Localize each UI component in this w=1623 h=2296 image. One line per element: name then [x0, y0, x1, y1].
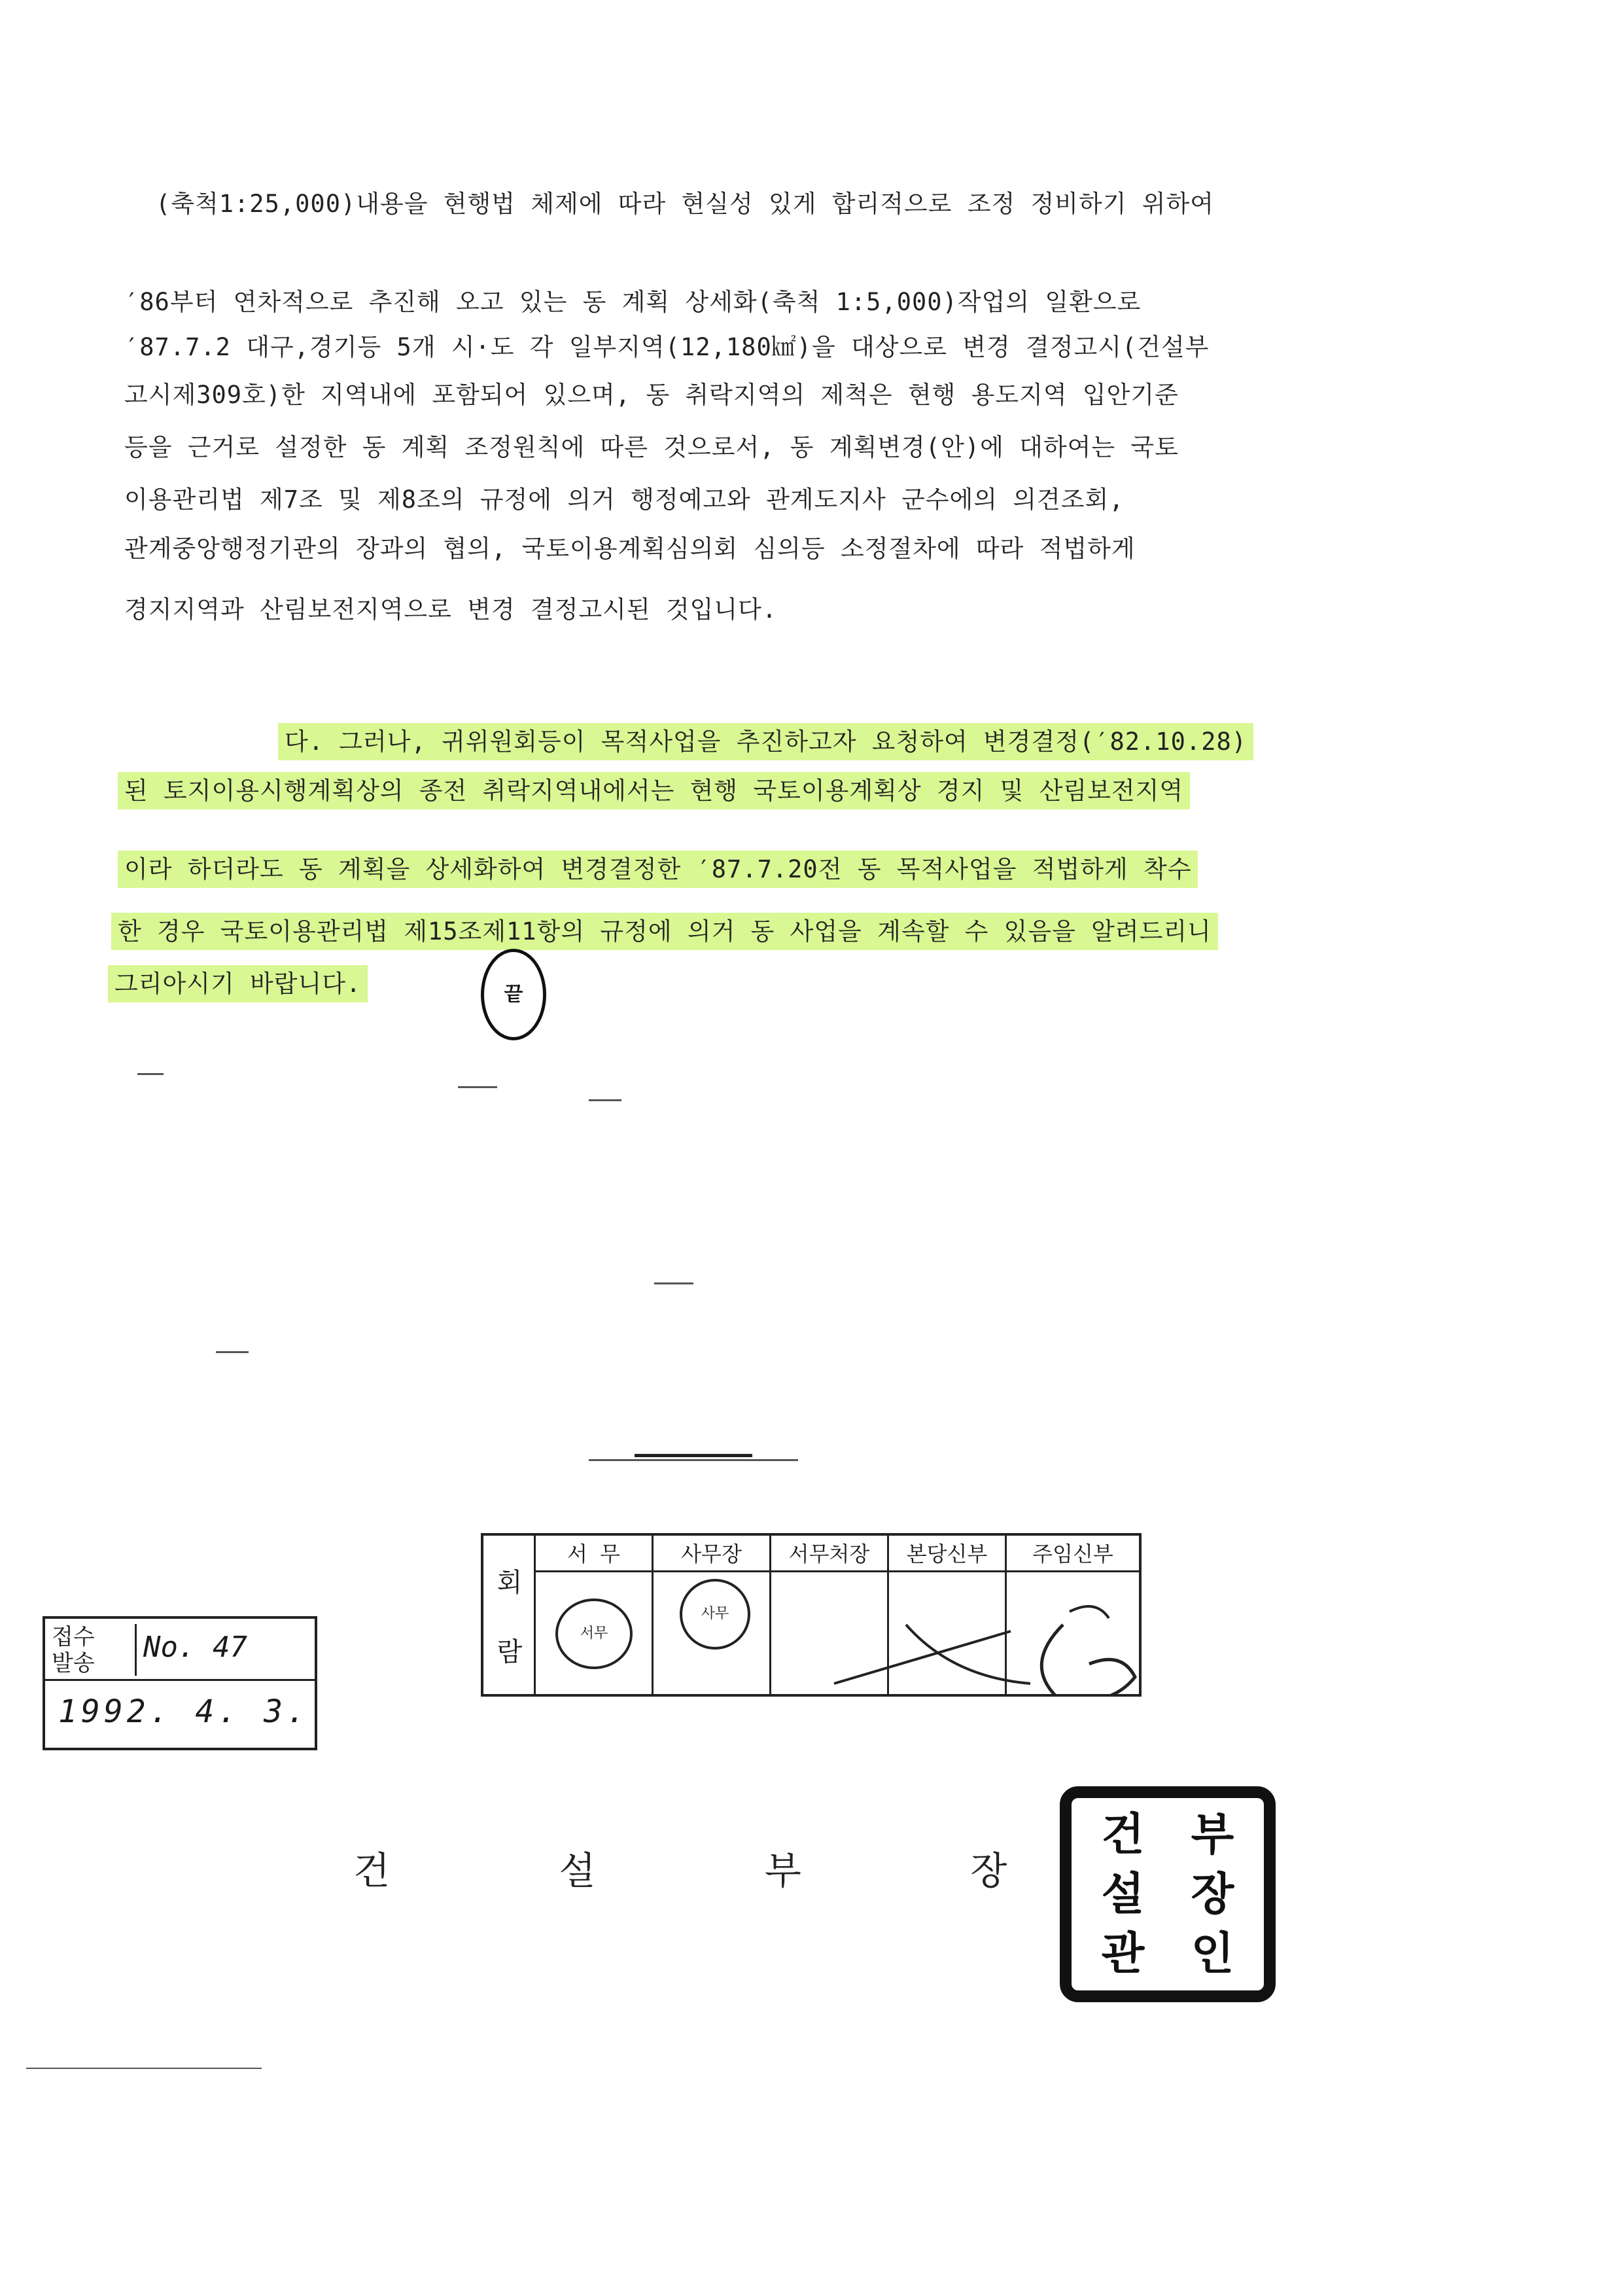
highlighted-line-3: 이라 하더라도 동 계획을 상세화하여 변경결정한 ′87.7.20전 동 목적사업을 적법하게 착수 [124, 855, 1192, 883]
body-line-1: (축척1:25,000)내용을 현행법 체제에 따라 현실성 있게 합리적으로 조정 정비하기 위하여 [156, 190, 1214, 218]
approval-header-1: 서 무 [536, 1536, 654, 1572]
scan-speck [26, 2068, 262, 2069]
body-line-3: ′87.7.2 대구,경기등 5개 시·도 각 일부지역(12,180㎢)을 대상으로 변경 결정고시(건설부 [124, 333, 1210, 361]
scan-speck [589, 1099, 621, 1101]
official-seal: 건 부 설 장 관 인 [1060, 1786, 1276, 2002]
body-line-8: 경지지역과 산림보전지역으로 변경 결정고시된 것입니다. [124, 595, 778, 624]
approval-header-5: 주임신부 [1007, 1536, 1139, 1572]
highlighted-line-5: 그리아시기 바랍니다. [114, 970, 362, 998]
body-line-6: 이용관리법 제7조 및 제8조의 규정에 의거 행정예고와 관계도지사 군수에의 의견조회, [124, 486, 1125, 514]
body-line-2: ′86부터 연차적으로 추진해 오고 있는 동 계획 상세화(축척 1:5,000)작업의 일환으로 [124, 288, 1142, 316]
receipt-label: 접수 발송 [52, 1624, 137, 1676]
approval-header-2: 사무장 [654, 1536, 771, 1572]
receipt-number: No. 47 [143, 1631, 247, 1664]
scan-speck [654, 1282, 693, 1284]
highlighted-line-2: 된 토지이용시행계획상의 종전 취락지역내에서는 현행 국토이용계획상 경지 및 산림보전지역 [124, 777, 1184, 805]
receipt-number-row [45, 1619, 315, 1681]
approval-header-3: 서무처장 [771, 1536, 889, 1572]
approval-seal-1: 서무 [555, 1598, 633, 1669]
scan-speck [589, 1459, 798, 1461]
end-seal: 끝 [481, 949, 546, 1040]
highlighted-line-1: 다. 그러나, 귀위원회등이 목적사업을 추진하고자 요청하여 변경결정(′82.10.28) [285, 728, 1248, 756]
approval-side-label: 회 람 [483, 1536, 536, 1694]
highlighted-line-4: 한 경우 국토이용관리법 제15조제11항의 규정에 의거 동 사업을 계속할 수 있음을 알려드리니 [118, 917, 1212, 945]
body-line-5: 등을 근거로 설정한 동 계획 조정원칙에 따른 것으로서, 동 계획변경(안)에 대하여는 국토 [124, 433, 1179, 461]
receipt-date: 1992. 4. 3. [58, 1693, 309, 1730]
approval-signature-strokes [481, 1533, 1142, 1697]
scan-speck [635, 1454, 752, 1457]
approval-seal-2: 사무 [680, 1579, 750, 1650]
scan-speck [137, 1073, 164, 1075]
receipt-stamp [43, 1616, 317, 1750]
approval-header-4: 본당신부 [889, 1536, 1007, 1572]
body-line-7: 관계중앙행정기관의 장과의 협의, 국토이용계획심의회 심의등 소정절차에 따라 적법하게 [124, 535, 1136, 563]
approval-table [481, 1533, 1142, 1697]
body-line-4: 고시제309호)한 지역내에 포함되어 있으며, 동 취락지역의 제척은 현행 용도지역 입안기준 [124, 381, 1179, 409]
scan-speck [216, 1351, 249, 1353]
signature-minister: 건 설 부 장 [353, 1848, 1086, 1893]
scan-speck [458, 1086, 497, 1088]
